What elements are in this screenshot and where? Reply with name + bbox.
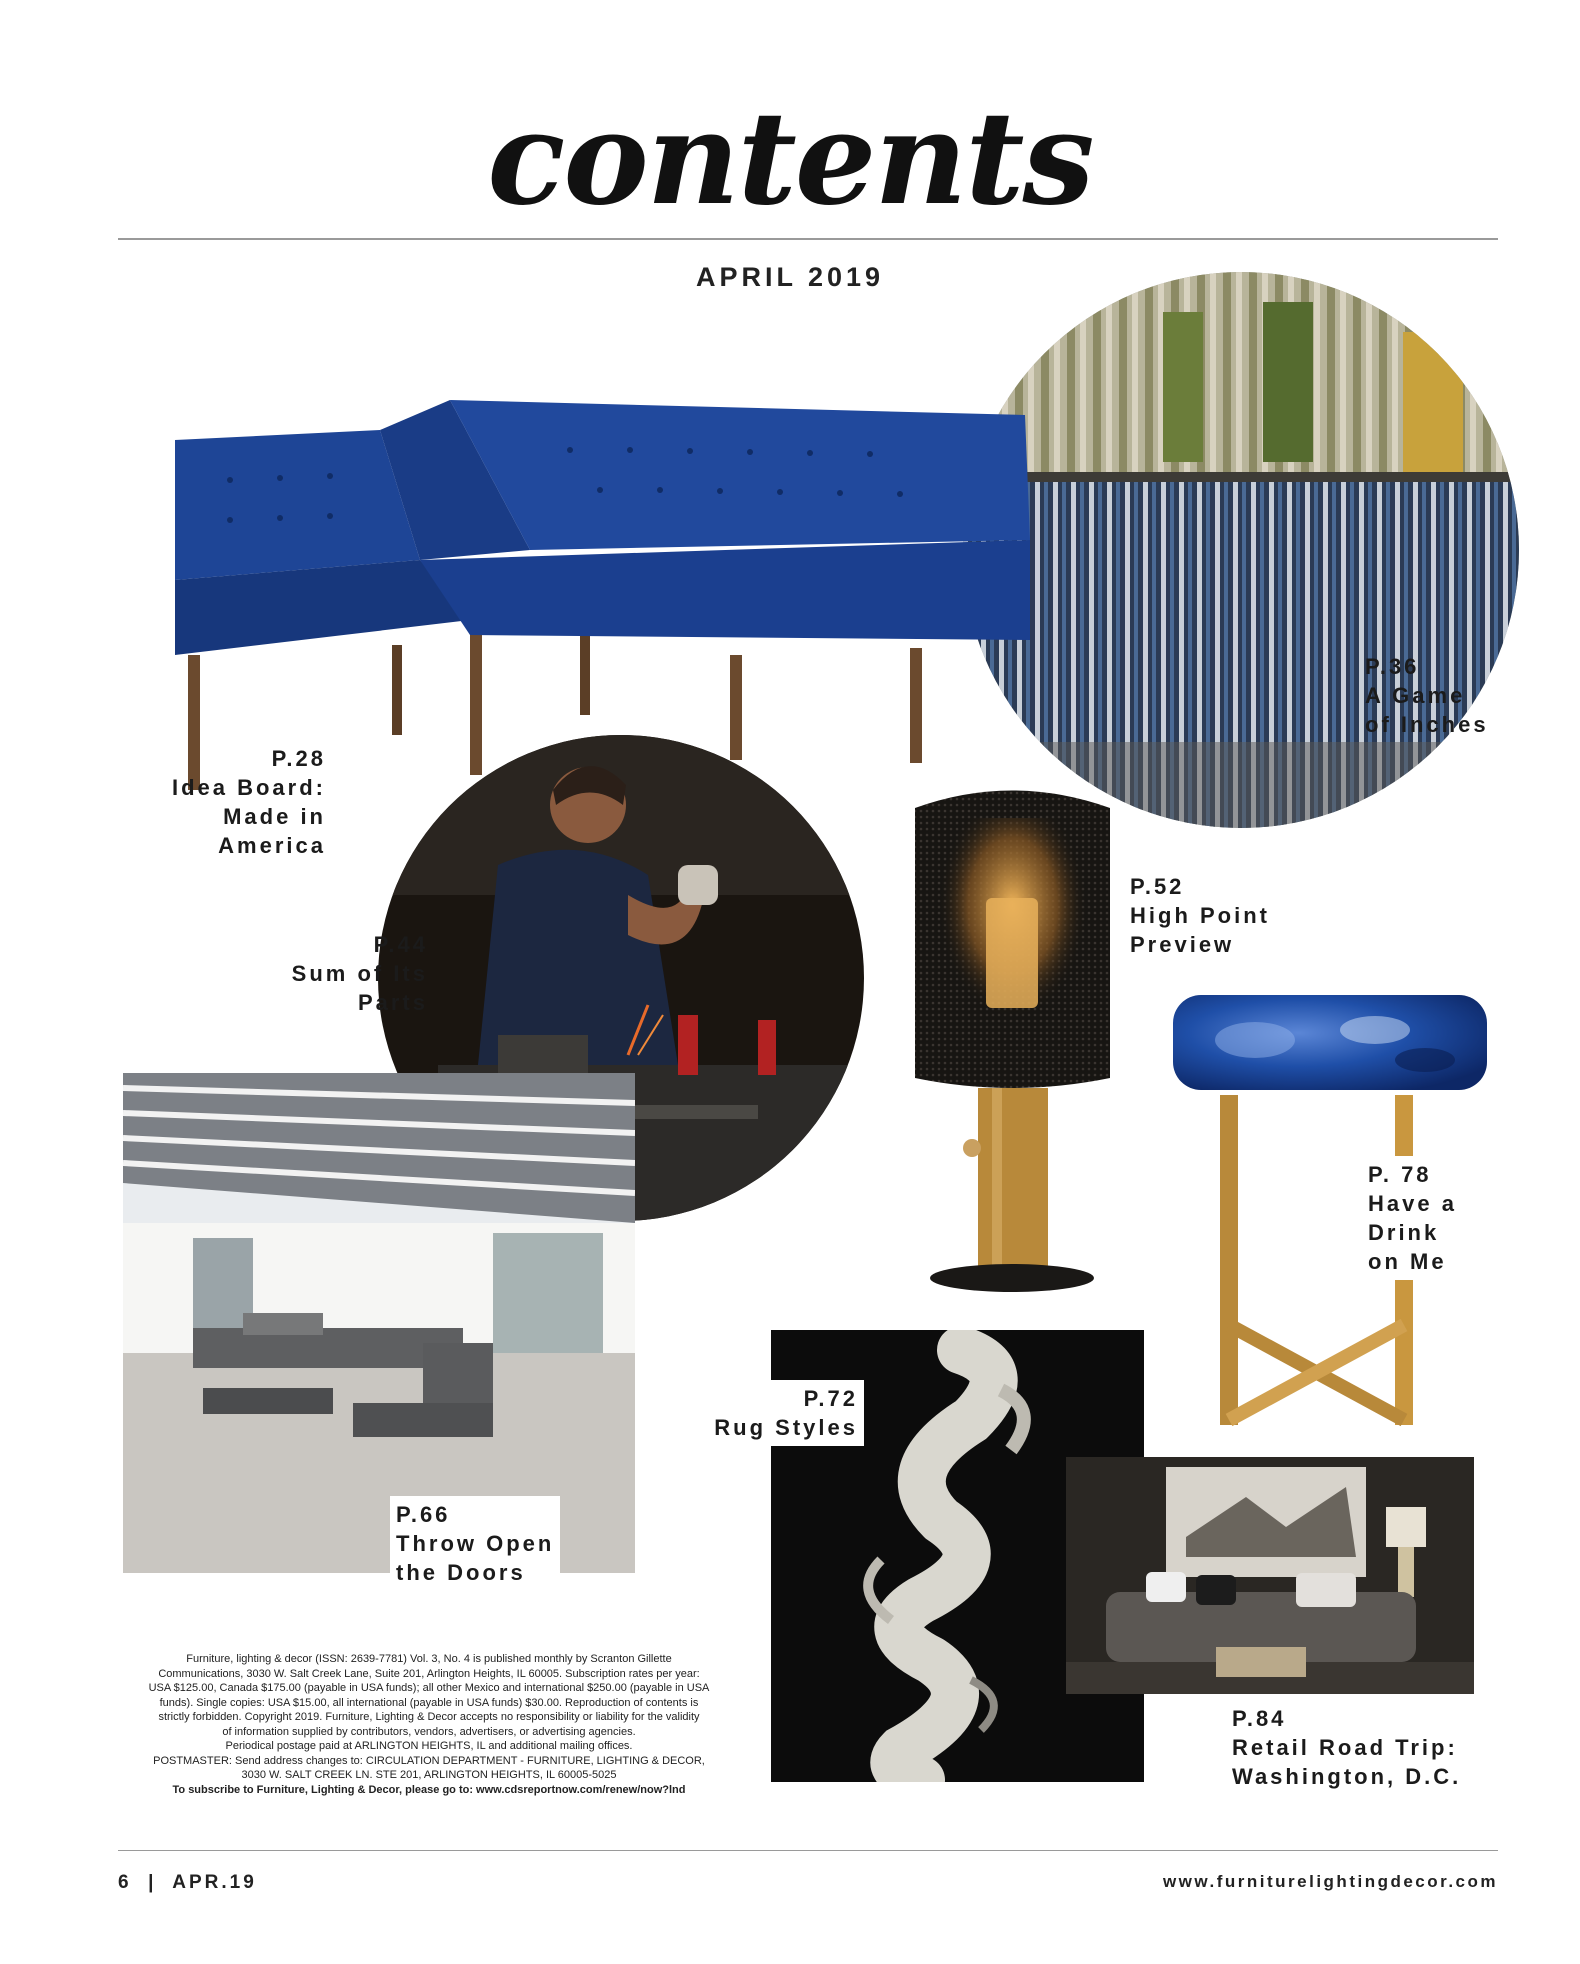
website-url-link[interactable]: www.furniturelightingdecor.com (1162, 1872, 1498, 1891)
retail-showroom-photo[interactable] (1066, 1457, 1474, 1694)
colophon-line: strictly forbidden. Copyright 2019. Furniture, Lighting & Decor accepts no responsibility or liability for the validity (158, 1711, 700, 1723)
publication-colophon (118, 1652, 740, 1797)
feature-title-line: Sum of Its (291, 961, 428, 986)
feature-page-number: P. 78 (1368, 1162, 1432, 1187)
feature-title-line: on Me (1368, 1249, 1447, 1274)
colophon-line: POSTMASTER: Send address changes to: CIRCULATION DEPARTMENT - FURNITURE, LIGHTING & DECOR, (153, 1754, 705, 1767)
page-folio: 6 | APR.19 (118, 1872, 257, 1893)
feature-rug-styles[interactable] (682, 1380, 864, 1446)
fabric-swatches-photo[interactable] (963, 272, 1519, 828)
feature-title-line: High Point (1130, 903, 1270, 928)
feature-have-a-drink-on-me[interactable] (1362, 1156, 1463, 1280)
colophon-line: 3030 W. SALT CREEK LN. STE 201, ARLINGTON HEIGHTS, IL 60005-5025 (241, 1769, 617, 1781)
colophon-line: Furniture, lighting & decor (ISSN: 2639-7781) Vol. 3, No. 4 is published monthly by Scranton Gillette (186, 1653, 672, 1665)
colophon-line: USA $125.00, Canada $175.00 (payable in USA funds); all other Mexico and international $250.00 (payable in USA (148, 1682, 710, 1694)
feature-page-number: P.52 (1130, 874, 1185, 899)
feature-title-line: of Inches (1365, 712, 1489, 737)
colophon-line: Periodical postage paid at ARLINGTON HEIGHTS, IL and additional mailing offices. (225, 1740, 633, 1752)
feature-title-line: Rug Styles (714, 1415, 858, 1440)
feature-page-number: P.66 (396, 1502, 451, 1527)
feature-page-number: P.84 (1232, 1706, 1287, 1731)
feature-title-line: Made in (223, 804, 326, 829)
feature-page-number: P.36 (1365, 654, 1420, 679)
feature-throw-open-the-doors[interactable] (390, 1496, 560, 1591)
feature-title-line: Drink (1368, 1220, 1440, 1245)
feature-page-number: P.72 (803, 1386, 858, 1411)
feature-title-line: Washington, D.C. (1232, 1764, 1462, 1789)
issue-date: APRIL 2019 (695, 262, 885, 292)
feature-title-line: Idea Board: (171, 775, 326, 800)
colophon-line: Communications, 3030 W. Salt Creek Lane, Suite 201, Arlington Heights, IL 60005. Subscription rates per year: (158, 1667, 700, 1680)
feature-title-line: Preview (1130, 932, 1235, 957)
page-title: contents (487, 84, 1093, 234)
feature-title-line: Retail Road Trip: (1232, 1735, 1458, 1760)
footer-divider (118, 1850, 1498, 1851)
feature-title-line: Parts (357, 990, 428, 1015)
colophon-line: of information supplied by contributors, vendors, advertisers, or advertising agencies. (222, 1725, 636, 1738)
feature-title-line: America (218, 833, 326, 858)
feature-title-line: the Doors (396, 1560, 526, 1585)
feature-page-number: P.28 (271, 746, 326, 771)
feature-idea-board[interactable] (150, 744, 326, 860)
feature-retail-road-trip[interactable] (1226, 1700, 1467, 1795)
feature-a-game-of-inches[interactable] (1365, 652, 1489, 739)
header-divider (118, 238, 1498, 240)
feature-sum-of-its-parts[interactable] (250, 930, 428, 1017)
colophon-line: funds). Single copies: USA $15.00, all international (payable in USA funds) $30.00. Reproduction of contents is (159, 1696, 699, 1709)
feature-high-point-preview[interactable] (1130, 872, 1270, 959)
mesh-table-lamp-photo[interactable] (900, 778, 1125, 1298)
feature-title-line: Throw Open (396, 1531, 555, 1556)
feature-page-number: P.44 (373, 932, 428, 957)
subscribe-link[interactable]: To subscribe to Furniture, Lighting & Decor, please go to: www.cdsreportnow.com/renew/now?lnd (172, 1783, 686, 1796)
feature-title-line: A Game (1365, 683, 1466, 708)
feature-title-line: Have a (1368, 1191, 1457, 1216)
